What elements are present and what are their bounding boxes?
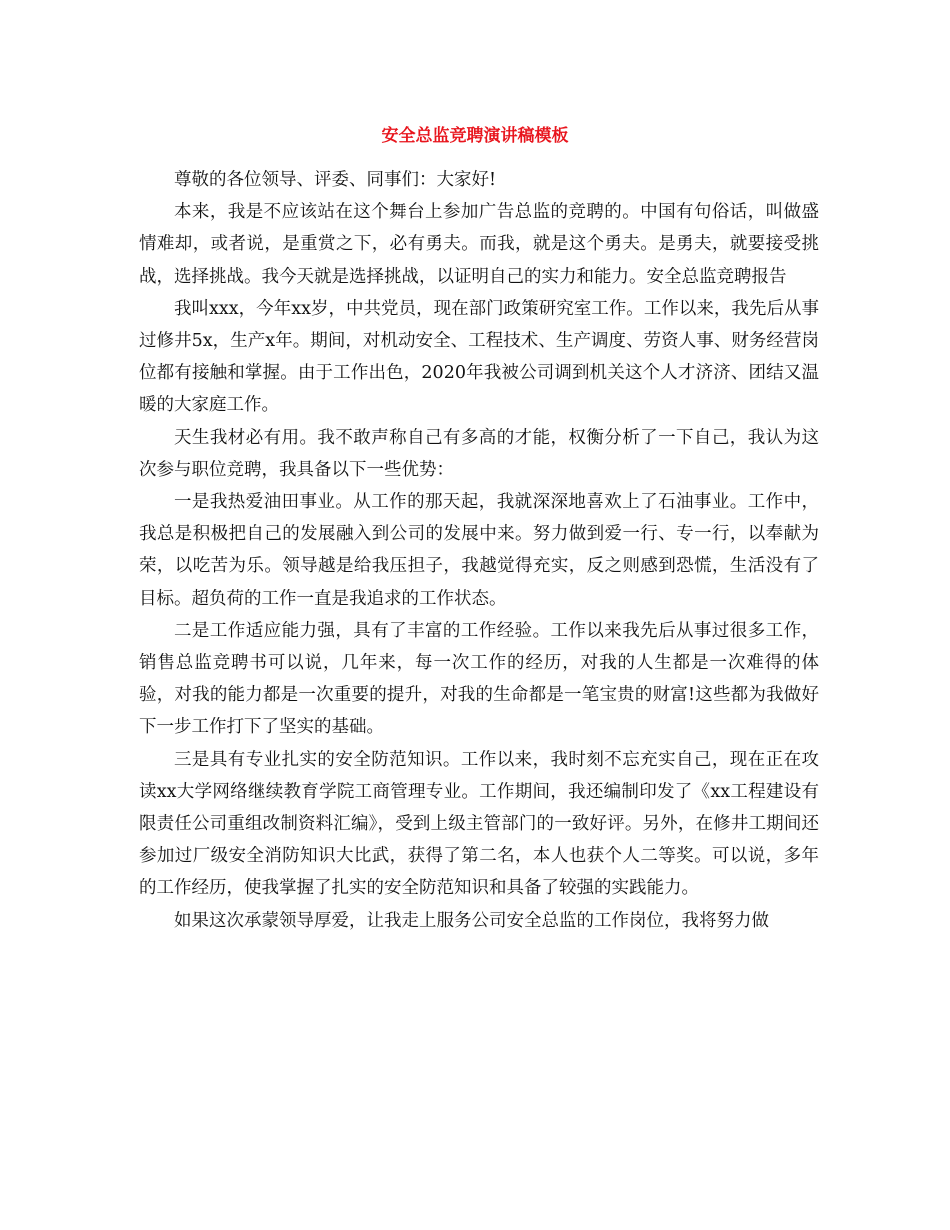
paragraph-strength-two: 二是工作适应能力强，具有了丰富的工作经验。工作以来我先后从事过很多工作，销售总监竞聘书可以说，几年来，每一次工作的经历，对我的人生都是一次难得的体验，对我的能力都是一次重要的提升，对我的生命都是一笔宝贵的财富!这些都为我做好下一步工作打下了坚实的基础。 <box>139 620 819 738</box>
paragraph-strengths-lead: 天生我材必有用。我不敢声称自己有多高的才能，权衡分析了一下自己，我认为这次参与职位竞聘，我具备以下一些优势： <box>139 427 819 480</box>
paragraph-intro: 本来，我是不应该站在这个舞台上参加广告总监的竞聘的。中国有句俗话，叫做盛情难却，或者说，是重赏之下，必有勇夫。而我，就是这个勇夫。是勇夫，就要接受挑战，选择挑战。我今天就是选择挑战，以证明自己的实力和能力。安全总监竞聘报告 <box>139 202 819 287</box>
paragraph-self-introduction: 我叫xxx，今年xx岁，中共党员，现在部门政策研究室工作。工作以来，我先后从事过修井5x，生产x年。期间，对机动安全、工程技术、生产调度、劳资人事、财务经营岗位都有接触和掌握。由于工作出色，2020年我被公司调到机关这个人才济济、团结又温暖的大家庭工作。 <box>139 298 819 416</box>
document-title: 安全总监竞聘演讲稿模板 <box>381 126 569 146</box>
paragraph-closing: 如果这次承蒙领导厚爱，让我走上服务公司安全总监的工作岗位，我将努力做 <box>174 910 769 931</box>
document-body <box>139 164 819 937</box>
paragraph-strength-one: 一是我热爱油田事业。从工作的那天起，我就深深地喜欢上了石油事业。工作中，我总是积极把自己的发展融入到公司的发展中来。努力做到爱一行、专一行，以奉献为荣，以吃苦为乐。领导越是给我压担子，我越觉得充实，反之则感到恐慌，生活没有了目标。超负荷的工作一直是我追求的工作状态。 <box>139 492 819 609</box>
paragraph-strength-three: 三是具有专业扎实的安全防范知识。工作以来，我时刻不忘充实自己，现在正在攻读xx大学网络继续教育学院工商管理专业。工作期间，我还编制印发了《xx工程建设有限责任公司重组改制资料汇编》，受到上级主管部门的一致好评。另外，在修井工期间还参加过厂级安全消防知识大比武，获得了第二名，本人也获个人二等奖。可以说，多年的工作经历，使我掌握了扎实的安全防范知识和具备了较强的实践能力。 <box>139 749 819 899</box>
paragraph-greeting: 尊敬的各位领导、评委、同事们：大家好! <box>174 170 497 190</box>
